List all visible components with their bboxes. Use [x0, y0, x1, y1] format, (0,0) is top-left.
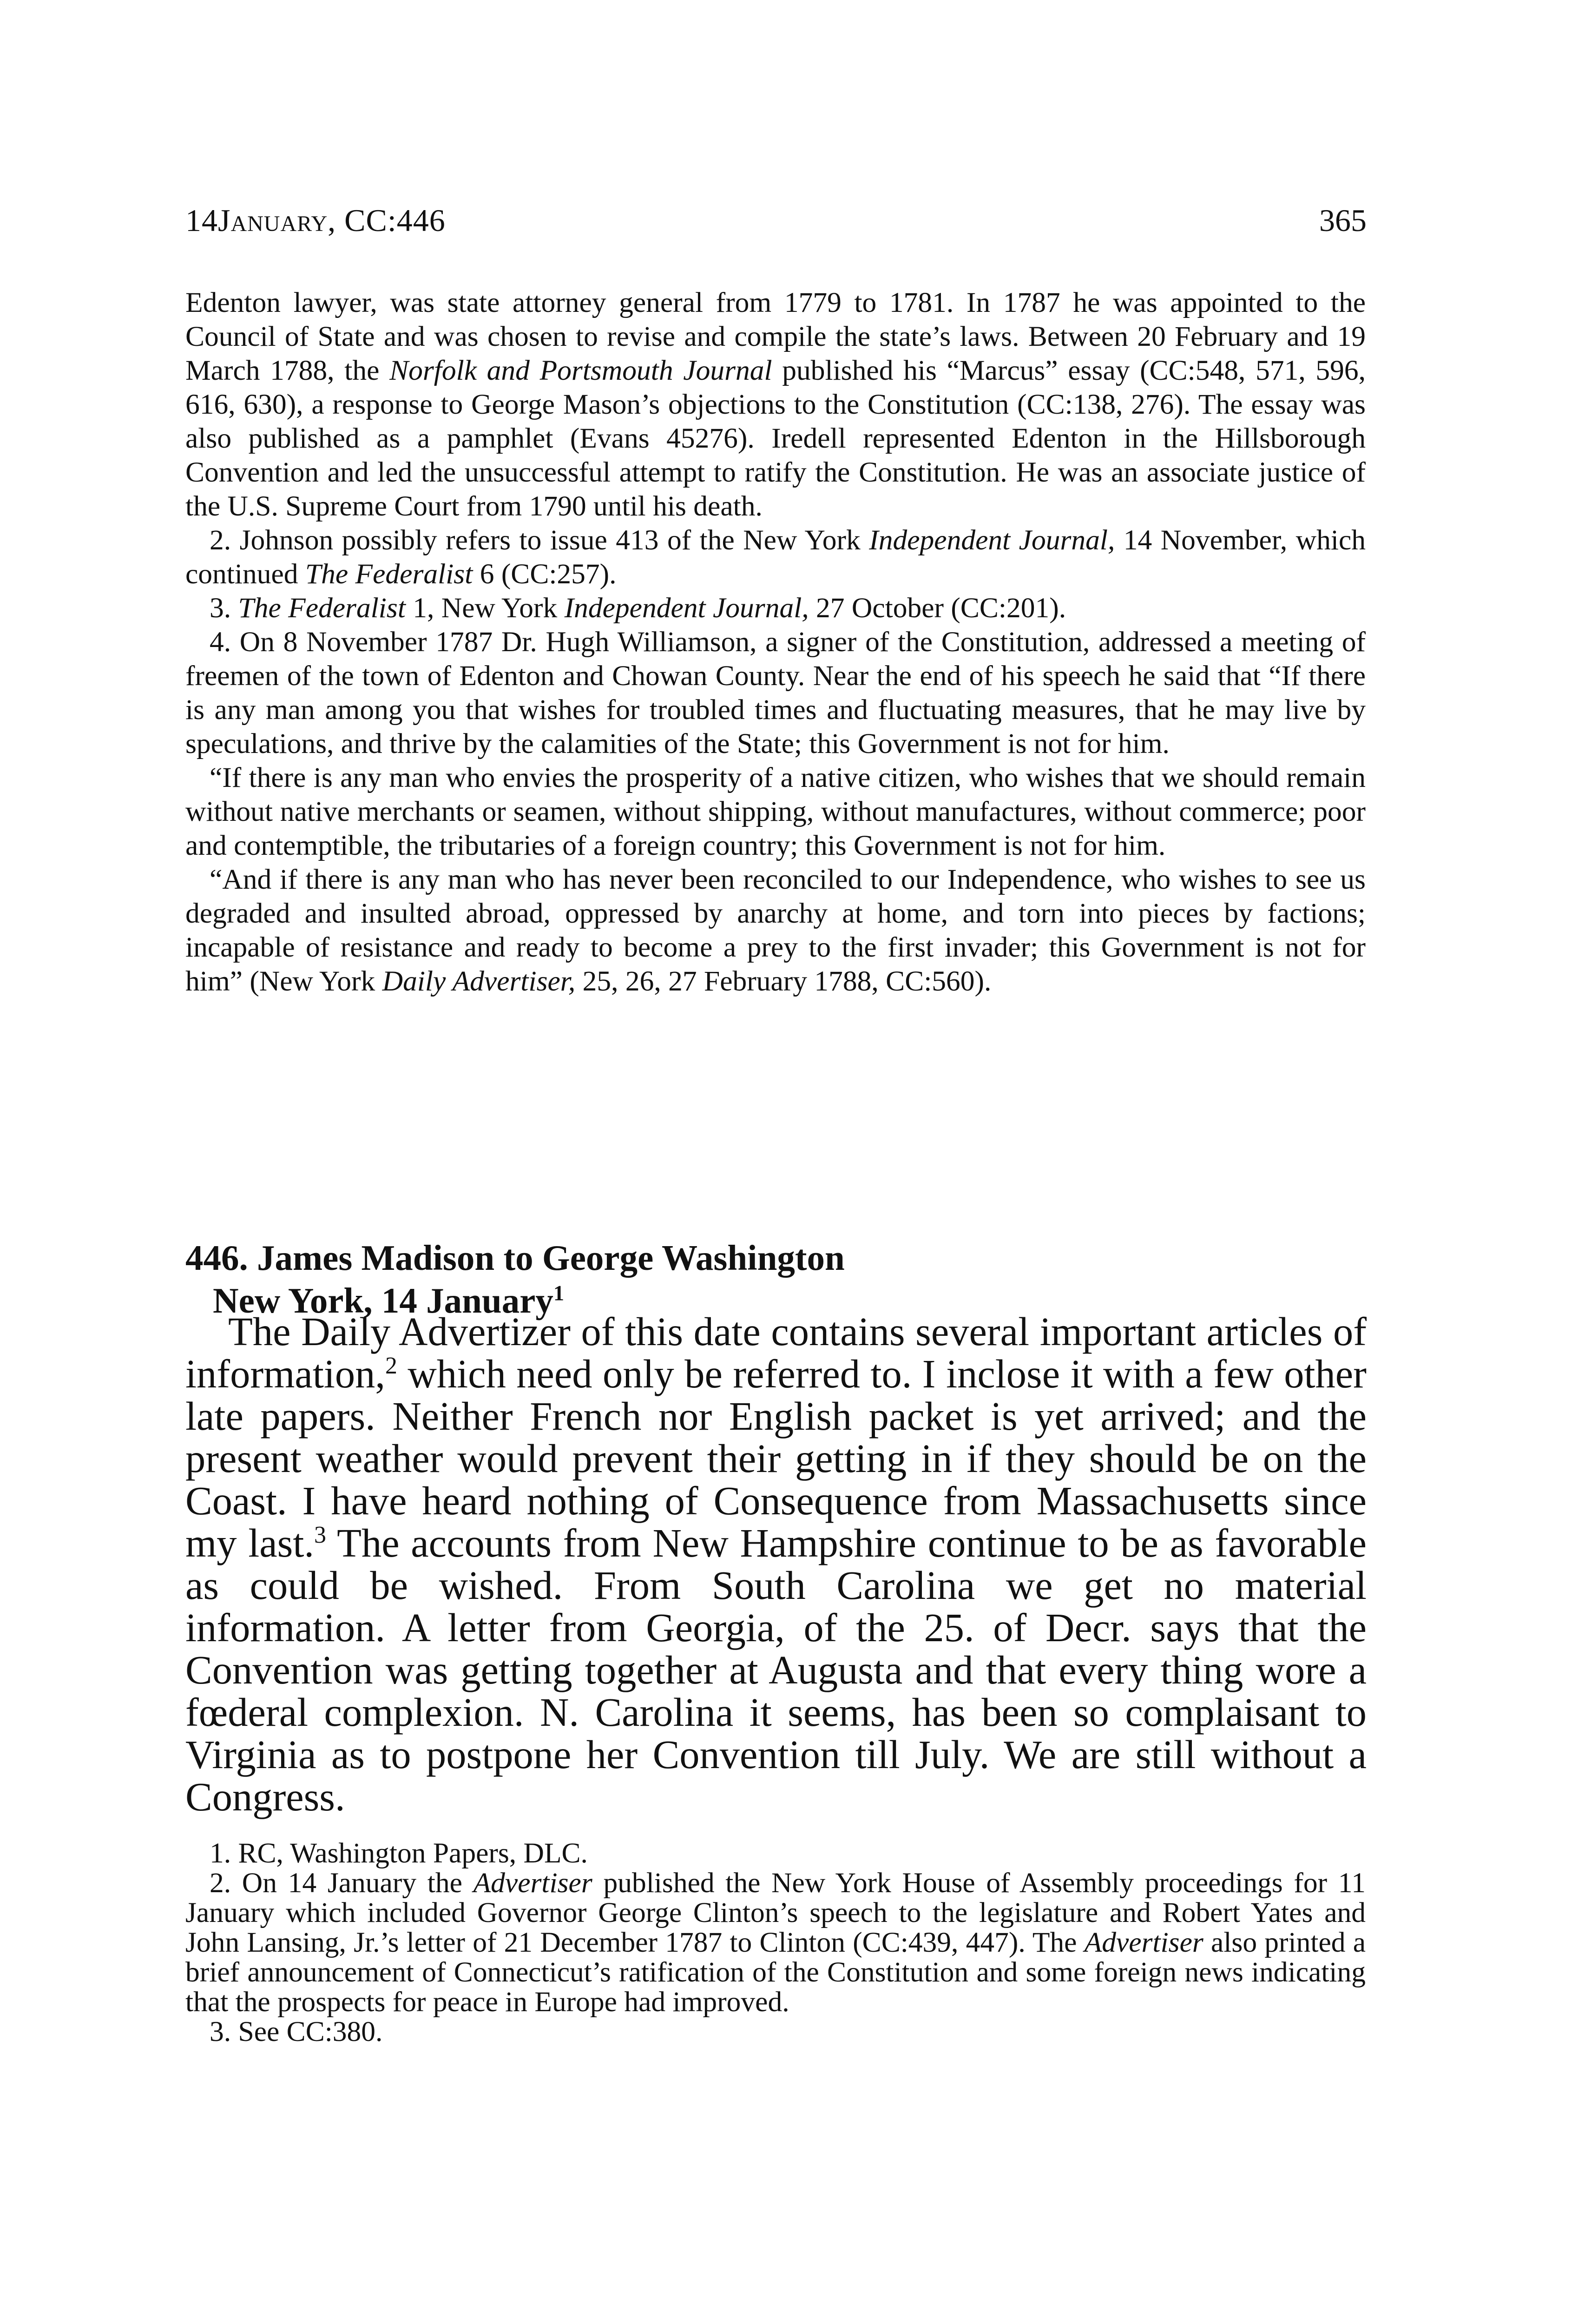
note-italic: Norfolk and Portsmouth Journal [389, 355, 772, 386]
note-continuation [185, 286, 1366, 523]
footnote-text: published the New York House of Assembly proceedings for 11 January which included Governor George Clinton’s speech to the legislature and Robert Yates and John Lansing, Jr.’s letter of 21 December 1787 to Clinton (CC:439, 447). The [185, 1867, 1366, 1958]
note-italic: The Federalist [238, 592, 406, 624]
letter-text: The accounts from New Hampshire continue to be as favorable as could be wished. From South Carolina we get no material information. A letter from Georgia, of the 25. of Decr. says that the Convention was getting together at Augusta and that every thing wore a fœderal complexion. N. Carolina it seems, has been so complaisant to Virginia as to postpone her Convention till July. We are still without a Congress. [185, 1521, 1367, 1819]
note-text: 3. [210, 592, 238, 624]
note-text: 25, 26, 27 February 1788, CC:560). [575, 965, 992, 997]
heading-date-text: New York, 14 January [213, 1281, 553, 1320]
note-text: 14 November, which continued [185, 524, 1366, 590]
note-4: 4. On 8 November 1787 Dr. Hugh Williamson, a signer of the Constitution, addressed a meeting of freemen of the town of Edenton and Chowan County. Near the end of his speech he said that “If there is any man among you that wishes for troubled times and fluctuating measures, that he may live by speculations, and thrive by the calamities of the State; this Government is not for him. [185, 626, 1366, 759]
footnote-ref: 1 [553, 1281, 565, 1305]
letter-text: which need only be referred to. I inclose it with a few other late papers. Neither French nor English packet is yet arrived; and the present weather would prevent their getting in if they should be on the Coast. I have heard nothing of Consequence from Massachusetts since my last. [185, 1352, 1367, 1565]
footnote-text: also printed a brief announcement of Connecticut’s ratification of the Constitution and some foreign news indicating that the prospects for peace in Europe had improved. [185, 1927, 1366, 2018]
letter-paragraph [185, 1311, 1367, 1818]
note-italic: Independent Journal, [869, 524, 1115, 556]
note-2 [185, 523, 1366, 591]
letter-text: The Daily Advertizer of this date contains several important articles of information, [185, 1309, 1367, 1396]
footnote-text: 2. On 14 January the [210, 1867, 473, 1899]
note-text: 2. Johnson possibly refers to issue 413 of the New York [210, 524, 869, 556]
page-header [185, 202, 1367, 244]
letter-body [185, 1311, 1367, 1818]
note-text: “And if there is any man who has never been reconciled to our Independence, who wishes to see us degraded and insulted abroad, oppressed by anarchy at home, and torn into pieces by factions; incapable of resistance and ready to become a prey to the first invader; this Government is not for him” (New York [185, 864, 1366, 997]
footnote-2 [185, 1868, 1366, 2017]
footnote-ref: 3 [314, 1522, 326, 1549]
running-head [185, 202, 446, 239]
running-head-cc: , CC:446 [328, 203, 446, 238]
note-italic: Independent Journal, [564, 592, 809, 624]
note-text: published his “Marcus” essay (CC:548, 571, 596, 616, 630), a response to George Mason’s objections to the Constitution (CC:138, 276). The essay was also published as a pamphlet (Evans 45276). Iredell represented Edenton in the Hillsborough Convention and led the unsuccessful attempt to ratify the Constitution. He was an associate justice of the U.S. Supreme Court from 1790 until his death. [185, 355, 1366, 522]
note-text: Edenton lawyer, was state attorney general from 1779 to 1781. In 1787 he was appointed to the Council of State and was chosen to revise and compile the state’s laws. Between 20 February and 19 March 1788, the [185, 287, 1366, 386]
note-4-quote-2: “If there is any man who envies the prosperity of a native citizen, who wishes that we should remain without native merchants or seamen, without shipping, without manufactures, without commerce; poor and contemptible, the tributaries of a foreign country; this Government is not for him. [185, 762, 1366, 861]
footnote-1: 1. RC, Washington Papers, DLC. [210, 1837, 588, 1869]
continued-notes [185, 286, 1366, 998]
note-italic: The Federalist [305, 558, 473, 590]
heading-title: 446. James Madison to George Washington [185, 1238, 845, 1278]
footnote-italic: Advertiser [1084, 1927, 1203, 1958]
running-head-month: January [218, 203, 328, 238]
note-text: 6 (CC:257). [473, 558, 617, 590]
footnotes [185, 1838, 1366, 2047]
note-text: 27 October (CC:201). [809, 592, 1066, 624]
footnote-3: 3. See CC:380. [210, 2016, 383, 2047]
note-4-quote-3 [185, 863, 1366, 998]
page-number: 365 [1319, 203, 1367, 238]
running-head-day: 14 [185, 203, 218, 238]
footnote-ref: 2 [385, 1353, 397, 1380]
note-3 [185, 591, 1366, 625]
note-text: 1, New York [405, 592, 565, 624]
note-italic: Daily Advertiser, [382, 965, 576, 997]
footnote-italic: Advertiser [473, 1867, 592, 1899]
